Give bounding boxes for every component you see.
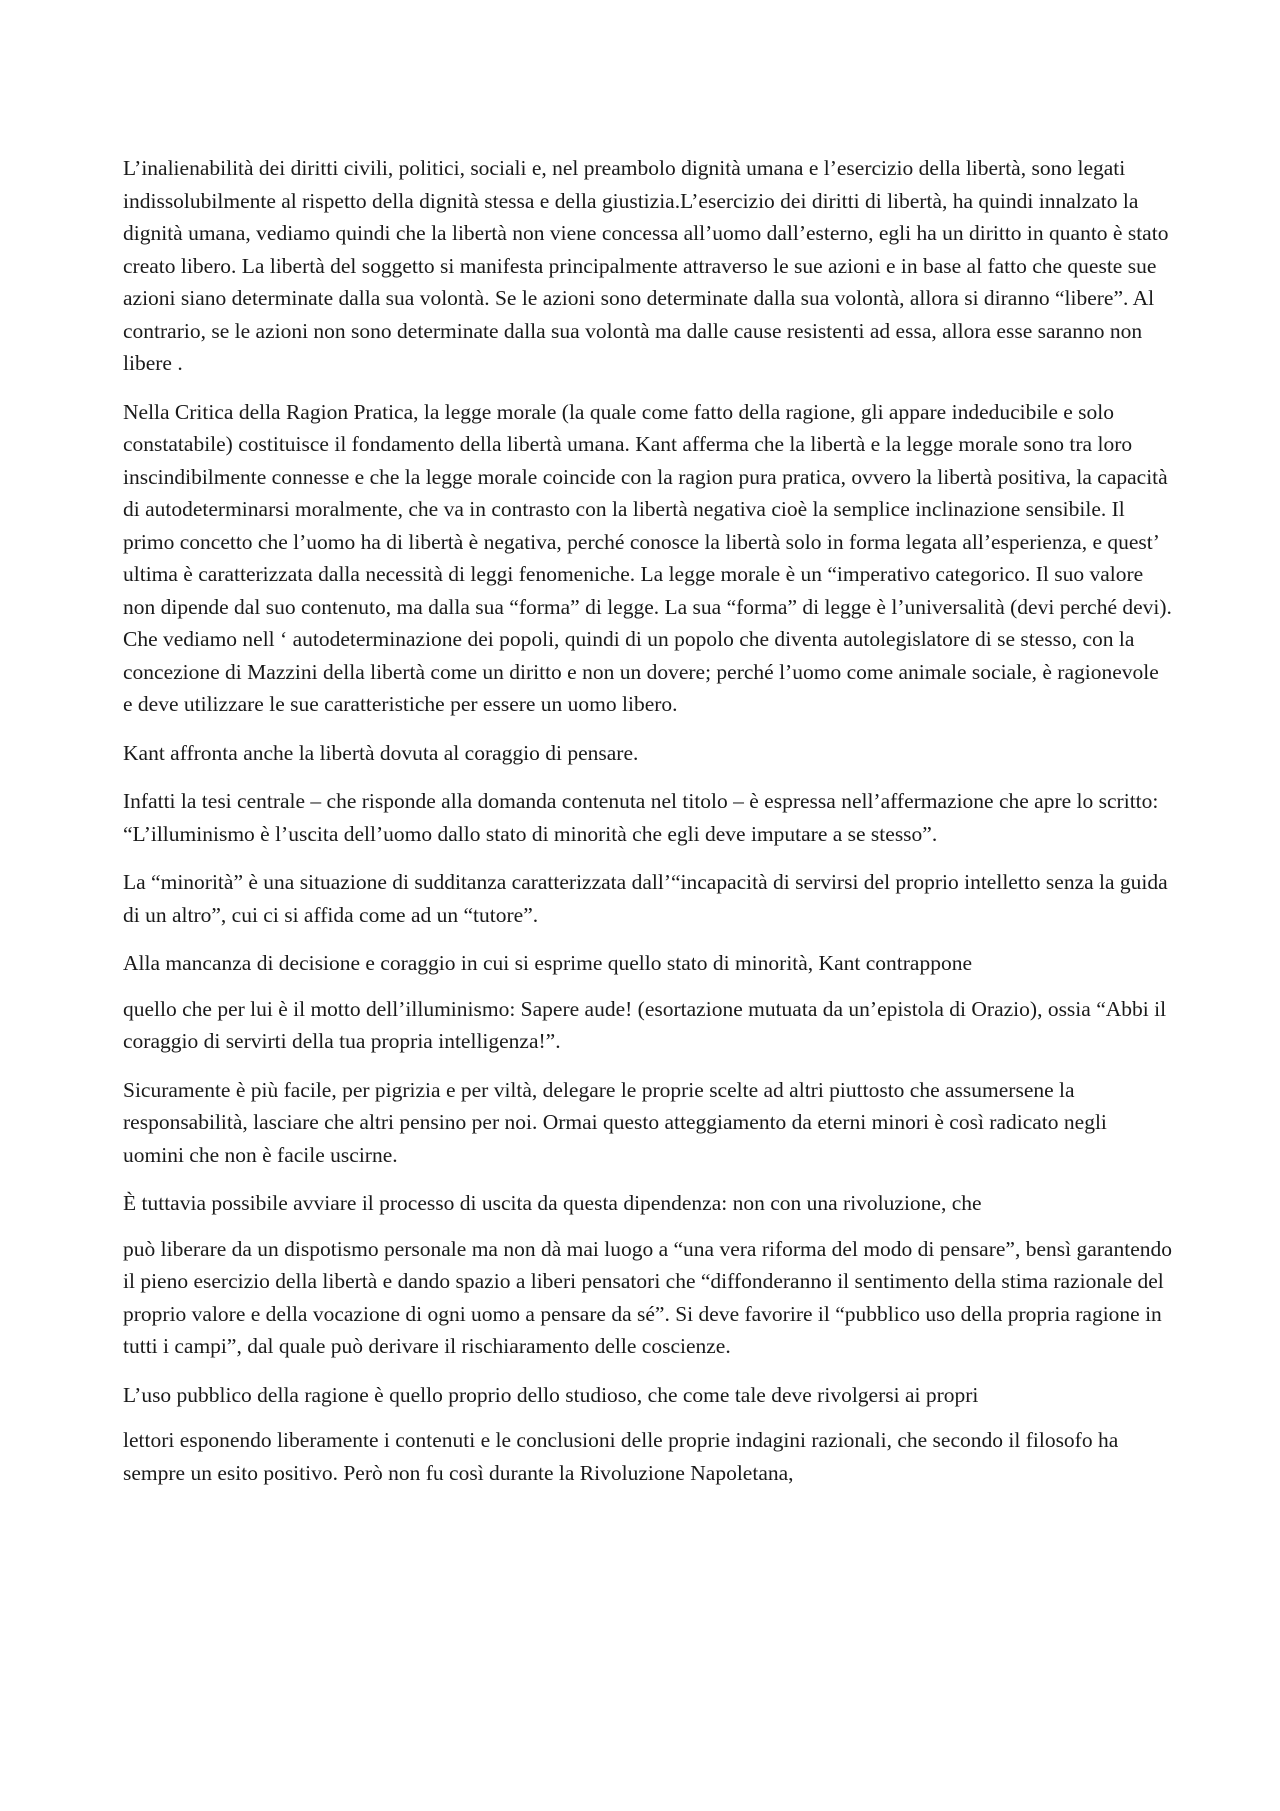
paragraph-7: quello che per lui è il motto dell’illuminismo: Sapere aude! (esortazione mutuata da un’epistola di Orazio), ossia “Abbi il coraggio di servirti della tua propria intelligenza!”. (123, 996, 1167, 1053)
paragraph-6: Alla mancanza di decisione e coraggio in cui si esprime quello stato di minorità, Kant contrappone (123, 951, 972, 975)
document-page (123, 152, 1173, 1505)
paragraph-12: lettori esponendo liberamente i contenuti e le conclusioni delle proprie indagini razionali, che secondo il filosofo ha sempre un esito positivo. Però non fu così durante la Rivoluzione Napoletana, (123, 1428, 1119, 1485)
paragraph-9: È tuttavia possibile avviare il processo di uscita da questa dipendenza: non con una rivoluzione, che (123, 1191, 982, 1215)
paragraph-10: può liberare da un dispotismo personale ma non dà mai luogo a “una vera riforma del modo di pensare”, bensì garantendo il pieno esercizio della libertà e dando spazio a liberi pensatori che “diffonderanno il sentimento della stima razionale del proprio valore e della vocazione di ogni uomo a pensare da sé”. Si deve favorire il “pubblico uso della propria ragione in tutti i campi”, dal quale può derivare il rischiaramento delle coscienze. (123, 1236, 1172, 1358)
paragraph-5: La “minorità” è una situazione di sudditanza caratterizzata dall’“incapacità di servirsi del proprio intelletto senza la guida di un altro”, cui ci si affida come ad un “tutore”. (123, 870, 1168, 927)
paragraph-2: Nella Critica della Ragion Pratica, la legge morale (la quale come fatto della ragione, gli appare indeducibile e solo constatabile) costituisce il fondamento della libertà umana. Kant afferma che la libertà e la legge morale sono tra loro inscindibilmente connesse e che la legge morale coincide con la ragion pura pratica, ovvero la libertà positiva, la capacità di autodeterminarsi moralmente, che va in contrasto con la libertà negativa cioè la semplice inclinazione sensibile. Il primo concetto che l’uomo ha di libertà è negativa, perché conosce la libertà solo in forma legata all’esperienza, e quest’ ultima è caratterizzata dalla necessità di leggi fenomeniche. La legge morale è un “imperativo categorico. Il suo valore non dipende dal suo contenuto, ma dalla sua “forma” di legge. La sua “forma” di legge è l’universalità (devi perché devi). Che vediamo nell ‘ autodeterminazione dei popoli, quindi di un popolo che diventa autolegislatore di se stesso, con la concezione di Mazzini della libertà come un diritto e non un dovere; perché l’uomo come animale sociale, è ragionevole e deve utilizzare le sue caratteristiche per essere un uomo libero. (123, 399, 1172, 716)
paragraph-1: L’inalienabilità dei diritti civili, politici, sociali e, nel preambolo dignità umana e l’esercizio della libertà, sono legati indissolubilmente al rispetto della dignità stessa e della giustizia.L’esercizio dei diritti di libertà, ha quindi innalzato la dignità umana, vediamo quindi che la libertà non viene concessa all’uomo dall’esterno, egli ha un diritto in quanto è stato creato libero. La libertà del soggetto si manifesta principalmente attraverso le sue azioni e in base al fatto che queste sue azioni siano determinate dalla sua volontà. Se le azioni sono determinate dalla sua volontà, allora si diranno “libere”. Al contrario, se le azioni non sono determinate dalla sua volontà ma dalle cause resistenti ad essa, allora esse saranno non libere . (123, 156, 1169, 375)
paragraph-8: Sicuramente è più facile, per pigrizia e per viltà, delegare le proprie scelte ad altri piuttosto che assumersene la responsabilità, lasciare che altri pensino per noi. Ormai questo atteggiamento da eterni minori è così radicato negli uomini che non è facile uscirne. (123, 1077, 1107, 1167)
paragraph-3: Kant affronta anche la libertà dovuta al coraggio di pensare. (123, 740, 639, 765)
paragraph-11: L’uso pubblico della ragione è quello proprio dello studioso, che come tale deve rivolgersi ai propri (123, 1382, 979, 1407)
paragraph-4: Infatti la tesi centrale – che risponde alla domanda contenuta nel titolo – è espressa nell’affermazione che apre lo scritto: “L’illuminismo è l’uscita dell’uomo dallo stato di minorità che egli deve imputare a se stesso”. (123, 789, 1159, 846)
